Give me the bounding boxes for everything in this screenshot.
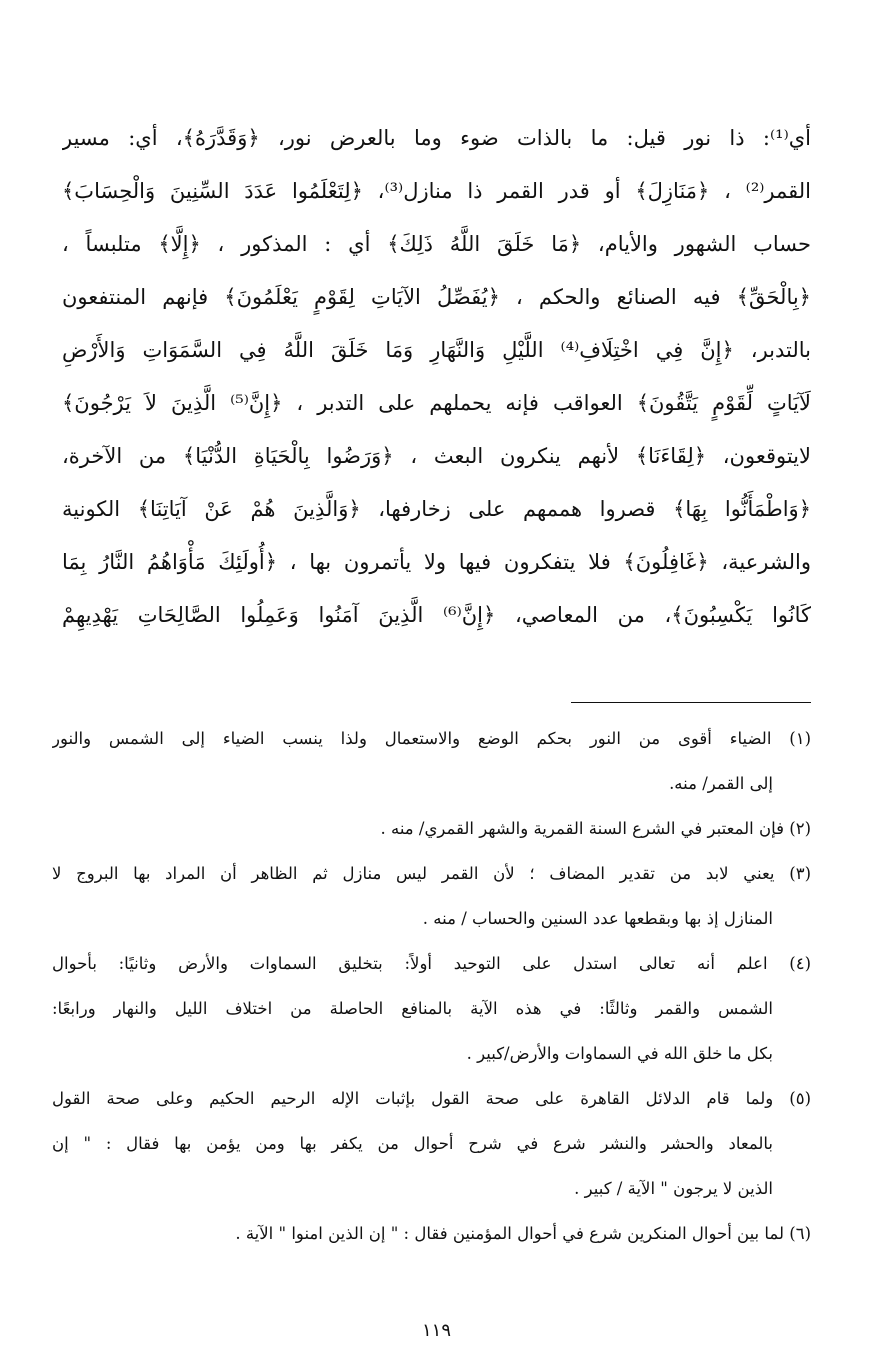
footnote-line: (٦) لما بين أحوال المنكرين شرع في أحوال المؤمنين فقال : " إن الذين امنوا " الآية . bbox=[235, 1224, 811, 1243]
footnote-line: إلى القمر/ منه. bbox=[669, 774, 773, 793]
footnote-line: (٤) اعلم أنه تعالى استدل على التوحيد أولاً: بتخليق السماوات والأرض وثانيًا: بأحوال bbox=[52, 954, 811, 973]
footnote-line: الشمس والقمر وثالثًا: في هذه الآية بالمنافع الحاصلة من اختلاف الليل والنهار ورابعًا: bbox=[52, 999, 773, 1018]
footnote-line: (٣) يعني لابد من تقدير المضاف ؛ لأن القمر ليس منازل ثم الظاهر أن المراد بها البروج لا bbox=[52, 864, 811, 883]
main-text-line: لايتوقعون، ﴿لِقَاءَنَا﴾ لأنهم ينكرون البعث ، ﴿وَرَضُوا بِالْحَيَاةِ الدُّنْيَا﴾ من الآخرة، bbox=[62, 444, 811, 468]
footnotes bbox=[52, 716, 811, 1256]
page-number: ١١٩ bbox=[421, 1320, 451, 1341]
main-text-line: كَانُوا يَكْسِبُونَ﴾، من المعاصي، ﴿إِنَّ⁽⁶⁾ الَّذِينَ آمَنُوا وَعَمِلُوا الصَّالِحَاتِ يَهْدِيهِمْ bbox=[62, 603, 811, 627]
footnote-line: الذين لا يرجون " الآية / كبير . bbox=[574, 1179, 773, 1198]
main-text-line: بالتدبر، ﴿إِنَّ فِي اخْتِلَافِ⁽⁴⁾ اللَّيْلِ وَالنَّهَارِ وَمَا خَلَقَ اللَّهُ فِي السَّمَوَاتِ وَالأَرْضِ bbox=[62, 338, 811, 362]
main-text-line: ﴿بِالْحَقِّ﴾ فيه الصنائع والحكم ، ﴿يُفَصِّلُ الآيَاتِ لِقَوْمٍ يَعْلَمُونَ﴾ فإنهم المنتفعون bbox=[62, 285, 811, 309]
footnote-line: بالمعاد والحشر والنشر شرع في شرح أحوال من يكفر بها ومن يؤمن بها فقال : " إن bbox=[52, 1134, 773, 1153]
main-text-line: القمر⁽²⁾ ، ﴿مَنَازِلَ﴾ أو قدر القمر ذا منازل⁽³⁾، ﴿لِتَعْلَمُوا عَدَدَ السِّنِينَ وَالْحِسَابَ﴾ bbox=[62, 179, 811, 203]
footnote-line: (٢) فإن المعتبر في الشرع السنة القمرية والشهر القمري/ منه . bbox=[380, 819, 811, 838]
main-text-line: حساب الشهور والأيام، ﴿مَا خَلَقَ اللَّهُ ذَلِكَ﴾ أي : المذكور ، ﴿إِلَّا﴾ متلبساً ، bbox=[62, 232, 811, 256]
main-text bbox=[62, 112, 811, 642]
main-text-line: والشرعية، ﴿غَافِلُونَ﴾ فلا يتفكرون فيها ولا يأتمرون بها ، ﴿أُولَئِكَ مَأْوَاهُمُ النَّارُ بِمَا bbox=[62, 550, 811, 574]
footnote-line: المنازل إذ بها وبقطعها عدد السنين والحساب / منه . bbox=[422, 909, 773, 928]
main-text-line: أي⁽¹⁾: ذا نور قيل: ما بالذات ضوء وما بالعرض نور، ﴿وَقَدَّرَهُ﴾، أي: مسير bbox=[62, 126, 811, 150]
footnote-line: (١) الضياء أقوى من النور بحكم الوضع والاستعمال ولذا ينسب الضياء إلى الشمس والنور bbox=[52, 729, 811, 748]
footnote-divider bbox=[571, 702, 811, 703]
main-text-line: لَآيَاتٍ لِّقَوْمٍ يَتَّقُونَ﴾ العواقب فإنه يحملهم على التدبر ، ﴿إِنَّ⁽⁵⁾ الَّذِينَ لاَ يَرْجُونَ﴾ bbox=[62, 391, 811, 415]
footnote-line: بكل ما خلق الله في السماوات والأرض/كبير . bbox=[466, 1044, 773, 1063]
main-text-line: ﴿وَاطْمَأَنُّوا بِهَا﴾ قصروا هممهم على زخارفها، ﴿وَالَّذِينَ هُمْ عَنْ آيَاتِنَا﴾ الكونية bbox=[62, 497, 811, 521]
footnote-line: (٥) ولما قام الدلائل القاهرة على صحة القول بإثبات الإله الرحيم الحكيم وعلى صحة القول bbox=[52, 1089, 811, 1108]
